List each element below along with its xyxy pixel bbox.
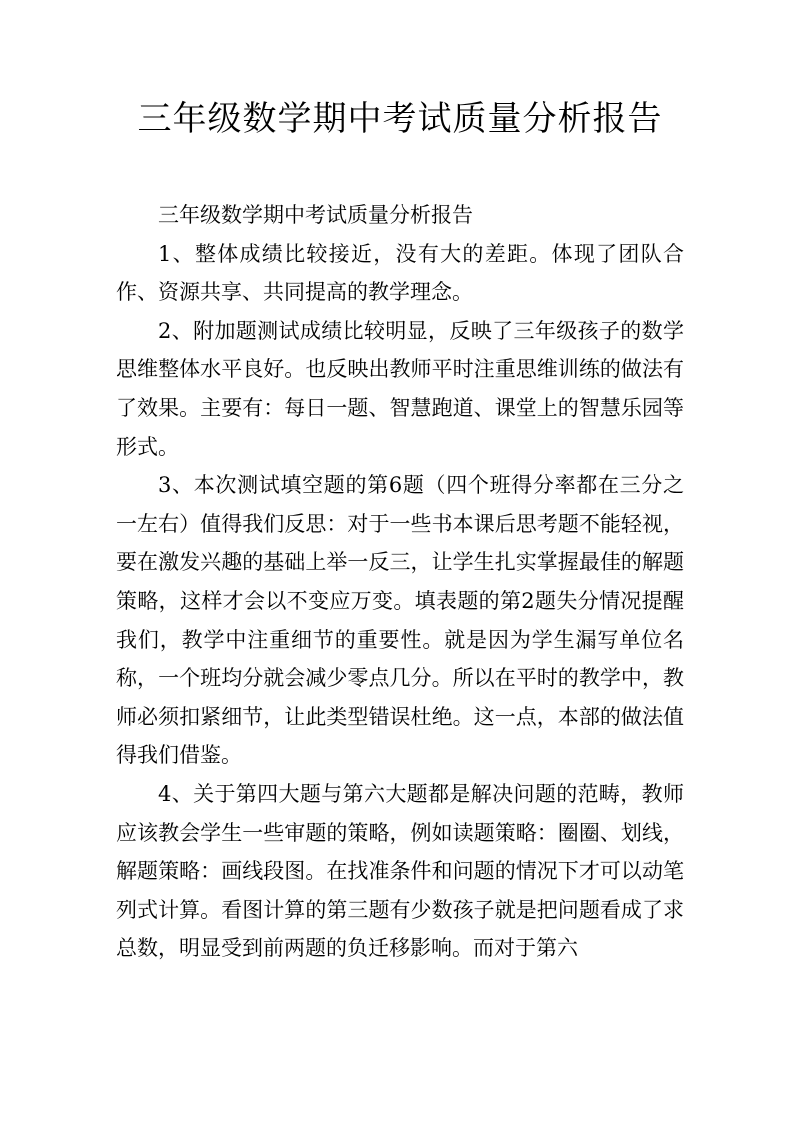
paragraph-2: 2、附加题测试成绩比较明显，反映了三年级孩子的数学思维整体水平良好。也反映出教师平时注重思维训练的做法有了效果。主要有：每日一题、智慧跑道、课堂上的智慧乐园等形式。 — [116, 318, 684, 459]
paragraph-1: 1、整体成绩比较接近，没有大的差距。体现了团队合作、资源共享、共同提高的教学理念。 — [116, 241, 684, 305]
paragraph-3: 3、本次测试填空题的第6题（四个班得分率都在三分之一左右）值得我们反思：对于一些书本课后思考题不能轻视，要在激发兴趣的基础上举一反三，让学生扎实掌握最佳的解题策略，这样才会以不变应万变。填表题的第2题失分情况提醒我们，教学中注重细节的重要性。就是因为学生漏写单位名称，一个班均分就会减少零点几分。所以在平时的教学中，教师必须扣紧细节，让此类型错误杜绝。这一点，本部的做法值得我们借鉴。 — [116, 473, 684, 768]
document-body — [116, 196, 684, 968]
document-title: 三年级数学期中考试质量分析报告 — [137, 99, 663, 139]
paragraph-4: 4、关于第四大题与第六大题都是解决问题的范畴，教师应该教会学生一些审题的策略，例如读题策略：圈圈、划线，解题策略：画线段图。在找准条件和问题的情况下才可以动笔列式计算。看图计算的第三题有少数孩子就是把问题看成了求总数，明显受到前两题的负迁移影响。而对于第六 — [116, 781, 684, 961]
body-subtitle: 三年级数学期中考试质量分析报告 — [158, 203, 473, 227]
